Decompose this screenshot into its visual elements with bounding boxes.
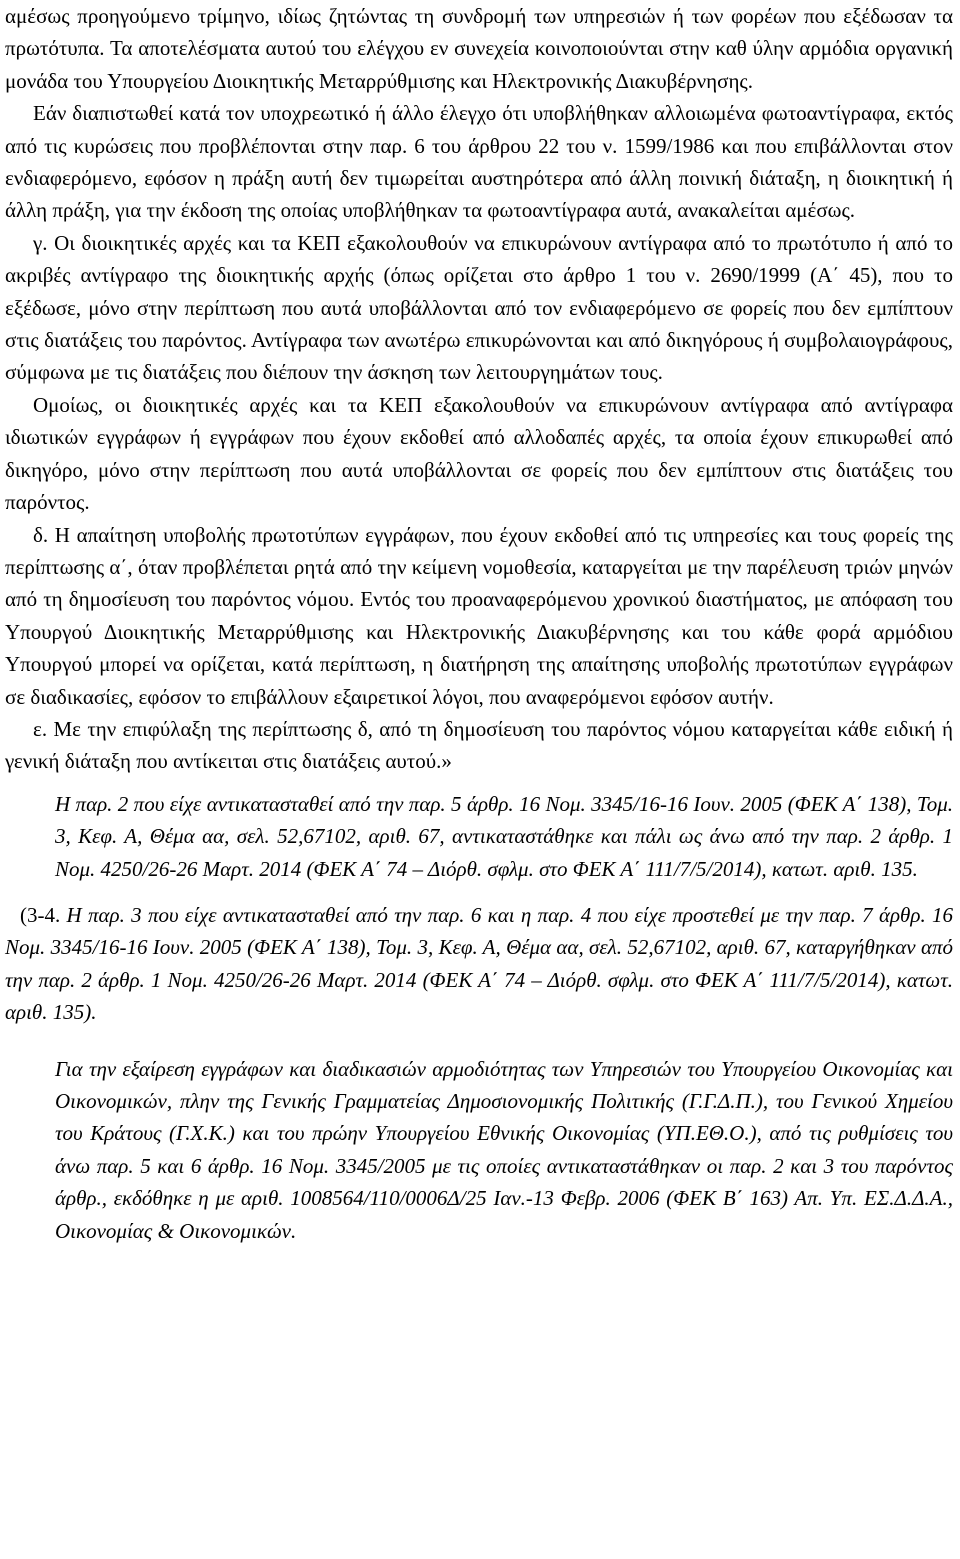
paragraph-continuation: αμέσως προηγούμενο τρίμηνο, ιδίως ζητώντας τη συνδρομή των υπηρεσιών ή των φορέων που εξέδωσαν τα πρωτότυπα. Τα αποτελέσματα αυτού του ελέγχου εν συνεχεία κοινοποιούνται στην καθ ύλην αρμόδια οργανική μονάδα του Υπουργείου Διοικητικής Μεταρρύθμισης και Ηλεκτρονικής Διακυβέρνησης. bbox=[5, 4, 953, 93]
note-exemption: Για την εξαίρεση εγγράφων και διαδικασιών αρμοδιότητας των Υπηρεσιών του Υπουργείου Οικονομίας και Οικονομικών, πλην της Γενικής Γραμματείας Δημοσιονομικής Πολιτικής (Γ.Γ.Δ.Π.), του Γενικού Χημείου του Κράτους (Γ.Χ.Κ.) και του πρώην Υπουργείου Εθνικής Οικονομίας (ΥΠ.ΕΘ.Ο.), από τις ρυθμίσεις του άνω παρ. 5 και 6 άρθρ. 16 Νομ. 3345/2005 με τις οποίες αντικαταστάθηκαν οι παρ. 2 και 3 του παρόντος άρθρ., εκδόθηκε η με αριθ. 1008564/110/0006Δ/25 Ιαν.-13 Φεβρ. 2006 (ΦΕΚ Β΄ 163) Απ. Υπ. ΕΣ.Δ.Δ.Α., Οικονομίας & Οικονομικών. bbox=[55, 1056, 953, 1243]
note-paragraph-2: Η παρ. 2 που είχε αντικατασταθεί από την παρ. 5 άρθρ. 16 Νομ. 3345/16-16 Ιουν. 2005 (ΦΕΚ Α΄ 138), Τομ. 3, Κεφ. Α, Θέμα αα, σελ. 52,67102, αριθ. 67, αντικαταστάθηκε και πάλι ως άνω από την παρ. 2 άρθρ. 1 Νομ. 4250/26-26 Μαρτ. 2014 (ΦΕΚ Α΄ 74 – Διόρθ. σφλμ. στο ΦΕΚ Α΄ 111/7/5/2014), κατωτ. αριθ. 135. bbox=[55, 791, 953, 881]
spacer bbox=[5, 778, 953, 788]
spacer bbox=[5, 1029, 953, 1053]
paragraph-similarly: Ομοίως, οι διοικητικές αρχές και τα ΚΕΠ εξακολουθούν να επικυρώνουν αντίγραφα από αντίγραφα ιδιωτικών εγγράφων ή εγγράφων που έχουν εκδοθεί από αλλοδαπές αρχές, τα οποία έχουν επικυρωθεί από δικηγόρο, μόνο στην περίπτωση που αυτά υποβάλλονται σε φορείς που δεν εμπίπτουν στις διατάξεις του παρόντος. bbox=[5, 392, 953, 515]
note-paragraph-3-4 bbox=[5, 899, 953, 1029]
paragraph-item-c: γ. Οι διοικητικές αρχές και τα ΚΕΠ εξακολουθούν να επικυρώνουν αντίγραφα από το πρωτότυπο ή από το ακριβές αντίγραφο της διοικητικής αρχής (όπως ορίζεται στο άρθρο 1 του ν. 2690/1999 (Α΄ 45), που το εξέδωσε, μόνο στην περίπτωση που αυτά υποβάλλονται από τον ενδιαφερόμενο σε φορείς που δεν εμπίπτουν στις διατάξεις του παρόντος. Αντίγραφα των ανωτέρω επικυρώνονται και από δικηγόρους ή συμβολαιογράφους, σύμφωνα με τις διατάξεις που διέπουν την άσκηση των λειτουργημάτων τους. bbox=[5, 230, 953, 385]
note-body: Η παρ. 3 που είχε αντικατασταθεί από την παρ. 6 και η παρ. 4 που είχε προστεθεί με την παρ. 7 άρθρ. 16 Νομ. 3345/16-16 Ιουν. 2005 (ΦΕΚ Α΄ 138), Τομ. 3, Κεφ. Α, Θέμα αα, σελ. 52,67102, αριθ. 67, καταργήθηκαν από την παρ. 2 άρθρ. 1 Νομ. 4250/26-26 Μαρτ. 2014 (ΦΕΚ Α΄ 74 – Διόρθ. σφλμ. στο ΦΕΚ Α΄ 111/7/5/2014), κατωτ. αριθ. 135). bbox=[5, 902, 953, 1025]
note-lead: (3-4. bbox=[20, 902, 61, 927]
document-page bbox=[5, 0, 953, 1247]
paragraph-item-d: δ. Η απαίτηση υποβολής πρωτοτύπων εγγράφων, που έχουν εκδοθεί από τις υπηρεσίες και τους φορείς της περίπτωσης α΄, όταν προβλέπεται ρητά από την κείμενη νομοθεσία, καταργείται με την παρέλευση τριών μηνών από τη δημοσίευση του παρόντος νόμου. Εντός του προαναφερόμενου χρονικού διαστήματος, με απόφαση του Υπουργού Διοικητικής Μεταρρύθμισης και Ηλεκτρονικής Διακυβέρνησης και του κάθε φορά αρμόδιου Υπουργού μπορεί να ορίζεται, κατά περίπτωση, η διατήρηση της απαίτησης υποβολής πρωτοτύπων εγγράφων σε διαδικασίες, εφόσον το επιβάλλουν εξαιρετικοί λόγοι, που αναφερόμενοι εφόσον αυτήν. bbox=[5, 522, 953, 709]
paragraph-altered-copies: Εάν διαπιστωθεί κατά τον υποχρεωτικό ή άλλο έλεγχο ότι υποβλήθηκαν αλλοιωμένα φωτοαντίγραφα, εκτός από τις κυρώσεις που προβλέπονται στην παρ. 6 του άρθρου 22 του ν. 1599/1986 και που επιβάλλονται στον ενδιαφερόμενο, εφόσον η πράξη αυτή δεν τιμωρείται αυστηρότερα από άλλη ποινική διάταξη, η διοικητική ή άλλη πράξη, για την έκδοση της οποίας υποβλήθηκαν τα φωτοαντίγραφα αυτά, ανακαλείται αμέσως. bbox=[5, 101, 953, 223]
spacer bbox=[5, 885, 953, 899]
paragraph-item-e: ε. Με την επιφύλαξη της περίπτωσης δ, από τη δημοσίευση του παρόντος νόμου καταργείται κάθε ειδική ή γενική διάταξη που αντίκειται στις διατάξεις αυτού.» bbox=[5, 716, 953, 774]
